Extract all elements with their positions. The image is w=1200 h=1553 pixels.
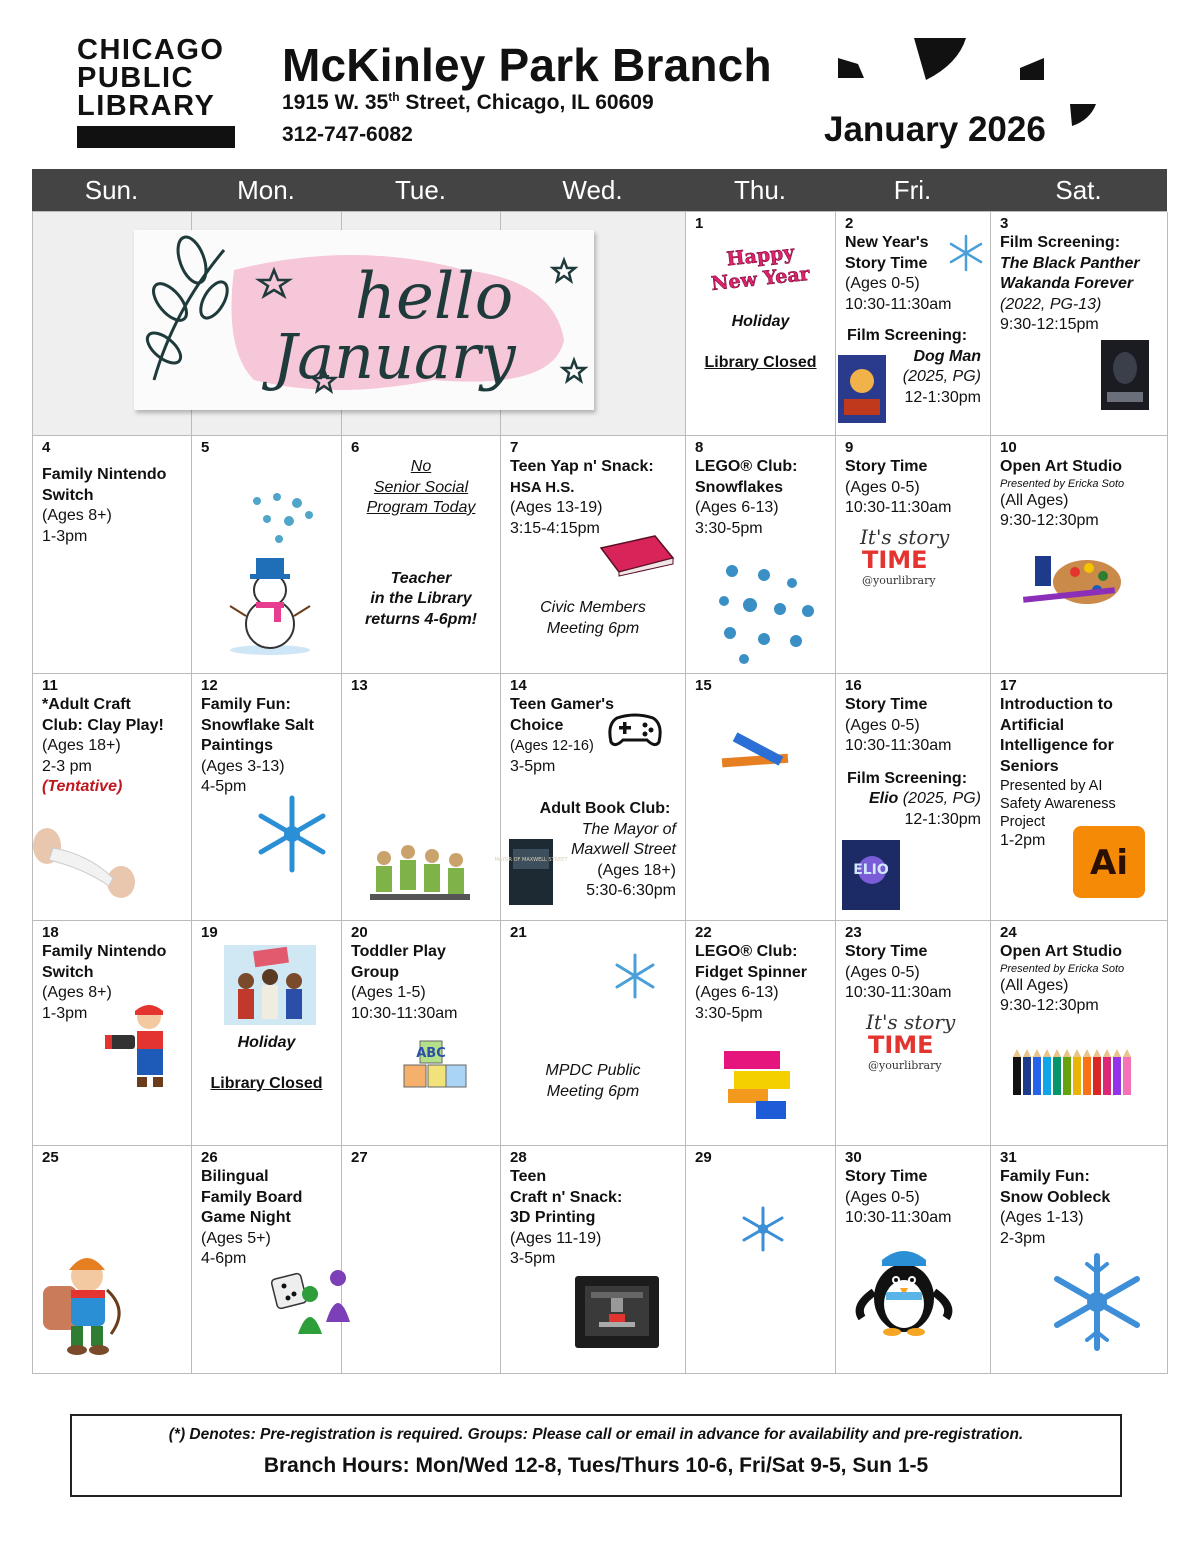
day-number: 1 xyxy=(695,215,704,232)
logo-line-2: PUBLIC xyxy=(77,62,194,94)
event-time: 9:30-12:30pm xyxy=(1000,997,1099,1014)
day-cell-14 xyxy=(494,674,686,921)
event-title: Film Screening: xyxy=(847,327,968,344)
event-time: 1-2pm xyxy=(1000,832,1046,849)
its-story-text: It's story xyxy=(860,525,950,549)
your-library-text: @yourlibrary xyxy=(868,1059,942,1072)
event-title: Fidget Spinner xyxy=(695,963,807,981)
decorative-shapes-icon xyxy=(830,34,1110,134)
event-title: *Adult Craft xyxy=(42,696,131,713)
snowflake-icon xyxy=(740,1206,786,1252)
day-number: 18 xyxy=(42,924,59,941)
event-title: Adult Book Club: xyxy=(539,800,671,817)
event-ages: (Ages 0-5) xyxy=(845,963,920,981)
event-title: Game Night xyxy=(201,1209,291,1226)
address-sup: th xyxy=(388,90,400,104)
day-number: 4 xyxy=(42,439,51,456)
event-title: Craft n' Snack: xyxy=(510,1188,623,1206)
film-line xyxy=(845,789,981,810)
address-part: Street, Chicago, IL 60609 xyxy=(399,91,654,114)
footer-note: (*) Denotes: Pre-registration is required. Groups: Please call or email in advance for availability and pre-registration. xyxy=(168,1426,1024,1443)
day-cell-15 xyxy=(686,674,836,921)
weekday-sat: Sat. xyxy=(1055,175,1102,205)
book-cover-icon xyxy=(494,839,568,905)
film-title: Dog Man xyxy=(913,347,981,365)
event-time: 4-5pm xyxy=(201,778,247,795)
day-number: 27 xyxy=(351,1149,368,1166)
event-ages: (Ages 1-13) xyxy=(1000,1209,1084,1226)
event-title: Seniors xyxy=(1000,757,1059,775)
event-ages: (Ages 6-13) xyxy=(695,984,779,1001)
day-number: 21 xyxy=(510,924,527,941)
mario-switch-icon xyxy=(101,1001,177,1091)
notice-line: No xyxy=(410,458,432,475)
day-number: 14 xyxy=(510,677,527,694)
event-title: LEGO® Club: xyxy=(695,458,798,475)
event-time: 2-3pm xyxy=(1000,1229,1046,1247)
weekday-mon: Mon. xyxy=(237,175,295,205)
snowflakes-cluster-icon xyxy=(714,561,826,669)
presenter: Presented by Ericka Soto xyxy=(1000,477,1125,490)
presenter: Presented by AI xyxy=(1000,778,1103,794)
colored-pencils-icon xyxy=(1013,1049,1141,1097)
event-title: Open Art Studio xyxy=(1000,458,1123,475)
day-number: 12 xyxy=(201,677,218,694)
art-supplies-icon xyxy=(1019,548,1129,618)
notice-line: Senior Social xyxy=(373,478,469,496)
event-title: LEGO® Club: xyxy=(695,943,798,960)
event-title: Paintings xyxy=(201,737,274,754)
group-of-people-icon xyxy=(370,842,470,908)
day-cell-12 xyxy=(192,674,342,921)
event-time: 9:30-12:15pm xyxy=(1000,316,1099,333)
event-title: Snow Oobleck xyxy=(1000,1188,1111,1206)
event-title: Family Board xyxy=(201,1188,303,1206)
event-title: Story Time xyxy=(845,1168,928,1185)
event-time: 3-5pm xyxy=(510,1250,556,1267)
event-time: 3-5pm xyxy=(510,757,556,775)
black-panther-poster-icon xyxy=(1101,340,1149,410)
book-cover-text: MAYOR OF MAXWELL STREET xyxy=(494,857,568,863)
day-number: 8 xyxy=(695,439,704,456)
event-time: 10:30-11:30am xyxy=(845,1209,952,1226)
event-title: Switch xyxy=(42,486,94,504)
event-title: Teen Yap n' Snack: xyxy=(510,458,654,475)
day-cell-7 xyxy=(501,436,686,674)
day-cell-6 xyxy=(342,436,501,674)
day-number: 19 xyxy=(201,924,218,941)
event-title: Teen Gamer's xyxy=(510,696,614,713)
snowflake-icon xyxy=(948,234,984,272)
book-title: The Mayor of xyxy=(581,820,676,838)
event-ages: (Ages 8+) xyxy=(42,984,112,1001)
event-ages: (Ages 18+) xyxy=(597,861,676,879)
day-number: 28 xyxy=(510,1149,527,1166)
day-cell-22 xyxy=(686,921,836,1146)
event-title: 3D Printing xyxy=(510,1209,596,1226)
event-time: 1-3pm xyxy=(42,527,88,545)
event-time: 5:30-6:30pm xyxy=(586,882,676,899)
event-ages: (All Ages) xyxy=(1000,976,1069,994)
day-number: 30 xyxy=(845,1149,862,1166)
footer-box xyxy=(70,1414,1122,1497)
event-time: 3:30-5pm xyxy=(695,1004,763,1022)
winter-kid-icon xyxy=(41,1250,133,1356)
book-title: Maxwell Street xyxy=(571,841,676,858)
banner-hello-text: hello xyxy=(354,260,514,334)
film-title: Wakanda Forever xyxy=(1000,275,1134,292)
day-cell-31 xyxy=(991,1146,1168,1374)
weekday-wed: Wed. xyxy=(562,175,623,205)
mlk-march-icon xyxy=(224,945,316,1025)
event-title: Snowflake Salt xyxy=(201,716,314,734)
event-ages: (Ages 12-16) xyxy=(510,738,594,754)
weekday-thu: Thu. xyxy=(733,175,787,205)
notice-line: returns 4-6pm! xyxy=(364,610,478,628)
day-cell-3 xyxy=(991,212,1168,436)
branch-hours: Branch Hours: Mon/Wed 12-8, Tues/Thurs 10-6, Fri/Sat 9-5, Sun 1-5 xyxy=(263,1454,929,1477)
day-cell-25 xyxy=(33,1146,192,1374)
event-ages: (Ages 5+) xyxy=(201,1229,271,1247)
time-text: TIME xyxy=(868,1031,934,1059)
time-text: TIME xyxy=(862,546,928,574)
event-ages: (Ages 8+) xyxy=(42,507,112,524)
day-cell-28 xyxy=(501,1146,686,1374)
library-closed-label: Library Closed xyxy=(210,1074,323,1092)
tentative-label: (Tentative) xyxy=(42,778,123,795)
event-ages: (Ages 3-13) xyxy=(201,757,285,775)
new-year-text: New Year xyxy=(710,262,811,296)
event-title: Teen xyxy=(510,1168,547,1185)
event-title: Group xyxy=(351,963,399,981)
event-title: Film Screening: xyxy=(1000,234,1121,251)
day-number: 3 xyxy=(1000,215,1009,232)
day-number: 20 xyxy=(351,924,368,941)
notice-line: Teacher xyxy=(390,569,452,587)
day-number: 22 xyxy=(695,924,712,941)
day-cell-9 xyxy=(836,436,991,674)
day-number: 15 xyxy=(695,677,712,694)
event-time: 10:30-11:30am xyxy=(845,499,952,516)
event-title: Club: Clay Play! xyxy=(42,716,164,734)
day-number: 7 xyxy=(510,439,519,456)
dog-man-poster-icon xyxy=(838,355,886,423)
3d-printer-icon xyxy=(573,1274,661,1350)
day-cell-5 xyxy=(192,436,342,674)
day-number: 2 xyxy=(845,215,854,232)
film-details: (2022, PG-13) xyxy=(1000,295,1102,313)
event-time: 3:30-5pm xyxy=(695,519,763,537)
event-ages: (All Ages) xyxy=(1000,491,1069,509)
day-cell-21 xyxy=(501,921,686,1146)
day-number: 25 xyxy=(42,1149,59,1166)
event-title: Bilingual xyxy=(201,1168,269,1185)
event-time: 3:15-4:15pm xyxy=(510,519,600,537)
day-cell-8 xyxy=(686,436,836,674)
weekday-tue: Tue. xyxy=(394,175,447,205)
banner-january-text: January xyxy=(272,320,516,393)
presenter: Presented by Ericka Soto xyxy=(1000,962,1125,975)
logo-line-1: CHICAGO xyxy=(77,34,225,66)
snowflake-icon xyxy=(1047,1252,1147,1352)
film-title: Elio xyxy=(868,790,899,807)
event-title: Film Screening: xyxy=(847,769,968,787)
notice-line: in the Library xyxy=(370,590,472,607)
day-cell-4 xyxy=(33,436,192,674)
clay-stretch-icon xyxy=(33,824,143,904)
library-closed-label: Library Closed xyxy=(704,353,817,371)
month-title: January 2026 xyxy=(824,110,1046,149)
event-time: 12-1:30pm xyxy=(904,388,981,406)
your-library-text: @yourlibrary xyxy=(862,574,936,587)
day-cell-24 xyxy=(991,921,1168,1146)
event-title: Artificial xyxy=(1000,716,1065,734)
abc-text: ABC xyxy=(416,1046,446,1061)
presenter: Project xyxy=(1000,814,1046,830)
game-controller-icon xyxy=(607,710,663,750)
event-title: Story Time xyxy=(845,254,928,272)
event-title: Intelligence for xyxy=(1000,737,1114,754)
event-ages: (Ages 0-5) xyxy=(845,716,920,734)
day-number: 5 xyxy=(201,439,210,456)
day-number: 11 xyxy=(42,677,58,694)
film-details: (2025, PG) xyxy=(902,368,981,385)
meeting-line: Meeting 6pm xyxy=(546,1082,640,1100)
day-cell-13 xyxy=(342,674,501,921)
event-title: Family Fun: xyxy=(1000,1168,1090,1185)
library-logo xyxy=(77,36,237,148)
event-title: Family Nintendo xyxy=(42,943,167,960)
day-number: 10 xyxy=(1000,439,1017,456)
day-cell-23 xyxy=(836,921,991,1146)
day-number: 16 xyxy=(845,677,862,694)
day-cell-20 xyxy=(342,921,501,1146)
day-number: 24 xyxy=(1000,924,1017,941)
branch-phone: 312-747-6082 xyxy=(282,123,413,146)
day-number: 17 xyxy=(1000,677,1017,694)
event-title: Toddler Play xyxy=(351,943,446,960)
day-number: 26 xyxy=(201,1149,218,1166)
day-number: 29 xyxy=(695,1149,712,1166)
ai-text: Ai xyxy=(1090,843,1128,883)
snowflake-icon xyxy=(613,953,657,999)
weekday-header xyxy=(32,169,1167,211)
event-ages: (Ages 13-19) xyxy=(510,499,603,516)
snowflakes-cluster-icon xyxy=(247,491,322,551)
event-ages: (Ages 0-5) xyxy=(845,478,920,496)
hello-january-art-icon xyxy=(134,230,594,410)
film-details: (2025, PG) xyxy=(898,790,981,807)
day-number: 31 xyxy=(1000,1149,1017,1166)
day-cell-30 xyxy=(836,1146,991,1374)
happy-text: Happy xyxy=(725,241,796,271)
presenter: Safety Awareness xyxy=(1000,796,1116,812)
day-number: 6 xyxy=(351,439,360,456)
happy-new-year-icon xyxy=(706,242,816,294)
address-part: 1915 W. 35 xyxy=(282,91,389,114)
snowman-icon xyxy=(228,554,312,654)
event-ages: (Ages 11-19) xyxy=(510,1229,602,1247)
day-cell-2 xyxy=(836,212,991,436)
event-time: 10:30-11:30am xyxy=(845,737,952,754)
event-title: Family Fun: xyxy=(201,696,291,713)
event-ages: (Ages 6-13) xyxy=(695,499,779,516)
meeting-line: Meeting 6pm xyxy=(546,619,640,637)
event-ages: (Ages 18+) xyxy=(42,737,121,754)
logo-line-3: LIBRARY xyxy=(77,90,216,122)
event-title: Story Time xyxy=(845,458,928,475)
event-note xyxy=(501,598,685,639)
weekday-fri: Fri. xyxy=(893,175,932,205)
day-cell-18 xyxy=(33,921,192,1146)
holiday-label: Holiday xyxy=(237,1034,296,1051)
lego-bricks-icon xyxy=(720,1045,794,1121)
meeting-line: Civic Members xyxy=(540,599,646,616)
event-time: 10:30-11:30am xyxy=(845,984,952,1001)
day-cell-19 xyxy=(192,921,342,1146)
logo-bar xyxy=(77,126,235,148)
event-ages: (Ages 0-5) xyxy=(845,275,920,292)
event-title: Switch xyxy=(42,963,94,981)
event-title: Snowflakes xyxy=(695,478,784,496)
event-time: 10:30-11:30am xyxy=(351,1004,458,1022)
ai-logo-icon xyxy=(1073,826,1145,898)
event-subtitle: HSA H.S. xyxy=(510,478,575,496)
day-number: 13 xyxy=(351,677,368,694)
day-number: 9 xyxy=(845,439,854,456)
event-time: 10:30-11:30am xyxy=(845,295,952,313)
event-time: 12-1:30pm xyxy=(904,810,981,828)
day-cell-26 xyxy=(192,1146,342,1374)
meeting-line: MPDC Public xyxy=(545,1062,641,1079)
day-cell-11 xyxy=(33,674,192,921)
weekday-sun: Sun. xyxy=(84,175,139,205)
abc-blocks-icon xyxy=(402,1039,468,1091)
day-cell-1 xyxy=(686,212,836,436)
event-time: 9:30-12:30pm xyxy=(1000,512,1099,529)
day-cell-10 xyxy=(991,436,1168,674)
event-title: Story Time xyxy=(845,943,928,960)
elio-poster-icon xyxy=(842,840,900,910)
day-cell-29 xyxy=(686,1146,836,1374)
event-title: Open Art Studio xyxy=(1000,943,1123,960)
story-time-logo-icon xyxy=(858,524,948,588)
day-cell-27 xyxy=(342,1146,501,1374)
penguin-icon xyxy=(852,1246,956,1336)
event-title: Choice xyxy=(510,716,564,734)
film-title: The Black Panther xyxy=(1000,254,1140,272)
event-time: 4-6pm xyxy=(201,1250,247,1267)
snowflake-icon xyxy=(252,794,332,874)
crayons-icon xyxy=(716,734,796,784)
day-cell-16 xyxy=(836,674,991,921)
event-time: 2-3 pm xyxy=(42,757,92,775)
event-time: 1-3pm xyxy=(42,1004,88,1022)
event-title: New Year's xyxy=(845,234,929,251)
event-title: Story Time xyxy=(845,696,928,713)
event-ages: (Ages 1-5) xyxy=(351,984,426,1001)
day-cell-17 xyxy=(991,674,1168,921)
event-title: Family Nintendo xyxy=(42,466,167,483)
holiday-label: Holiday xyxy=(731,313,790,330)
day-number: 23 xyxy=(845,924,862,941)
its-story-text: It's story xyxy=(866,1010,956,1034)
event-title: Introduction to xyxy=(1000,696,1113,713)
notice-line: Program Today xyxy=(366,499,476,516)
book-icon xyxy=(597,534,677,576)
branch-address xyxy=(282,90,654,115)
hello-january-banner xyxy=(134,230,594,410)
branch-name: McKinley Park Branch xyxy=(282,39,772,91)
elio-text: ELIO xyxy=(853,862,889,878)
story-time-logo-icon xyxy=(864,1009,954,1073)
event-ages: (Ages 0-5) xyxy=(845,1188,920,1206)
